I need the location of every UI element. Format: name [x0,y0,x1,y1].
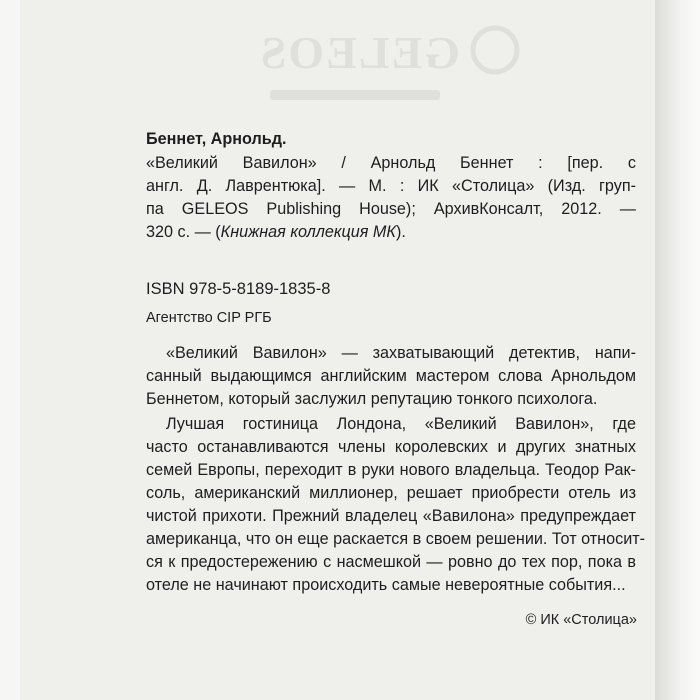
annotation-line: Беннетом, который заслужил репутацию тонкого психолога. [146,390,598,408]
annotation-paragraph-1 [146,342,636,411]
annotation-paragraph-2 [146,413,646,597]
annotation-line: семей Европы, переходит в руки нового владельца. Теодор Рак- [146,461,636,479]
annotation [146,342,646,599]
annotation-line: санный выдающимся английским мастером слова Арнольдом [146,367,636,385]
bib-line-3: па GELEOS Publishing House); АрхивКонсалт, 2012. — [146,200,636,218]
annotation-line: чистой прихоти. Прежний владелец «Вавилона» предупреждает [146,507,636,525]
annotation-line: отеле не начинают происходить самые невероятные события... [146,576,626,594]
annotation-line: Лучшая гостиница Лондона, «Великий Вавилон», где [166,415,636,433]
series-title: Книжная коллекция МК [220,223,396,241]
copyright-notice: © ИК «Столица» [525,612,637,628]
annotation-line: часто останавливаются члены королевских и других знатных [146,438,636,456]
annotation-line: соль, американский миллионер, решает приобрести отель из [146,484,636,502]
annotation-line: американца, что он еще раскается в своем решении. Тот относит- [146,530,646,548]
author-heading: Беннет, Арнольд. [146,130,287,148]
bibliographic-record [146,128,636,244]
annotation-line: ся к предостережению с насмешкой — ровно до тех пор, пока в [146,553,636,571]
bib-line-1: «Великий Вавилон» / Арнольд Беннет : [пер. с [146,154,636,172]
bib-line-4: 320 с. — (Книжная коллекция МК). [146,223,406,241]
cip-agency: Агентство CIP РГБ [146,310,272,326]
isbn-number: ISBN 978-5-8189-1835-8 [146,280,331,298]
bib-line-2: англ. Д. Лаврентюка]. — М. : ИК «Столица» (Изд. груп- [146,177,636,195]
page-edge-shadow [655,0,700,700]
annotation-line: «Великий Вавилон» — захватывающий детектив, напи- [166,344,636,362]
